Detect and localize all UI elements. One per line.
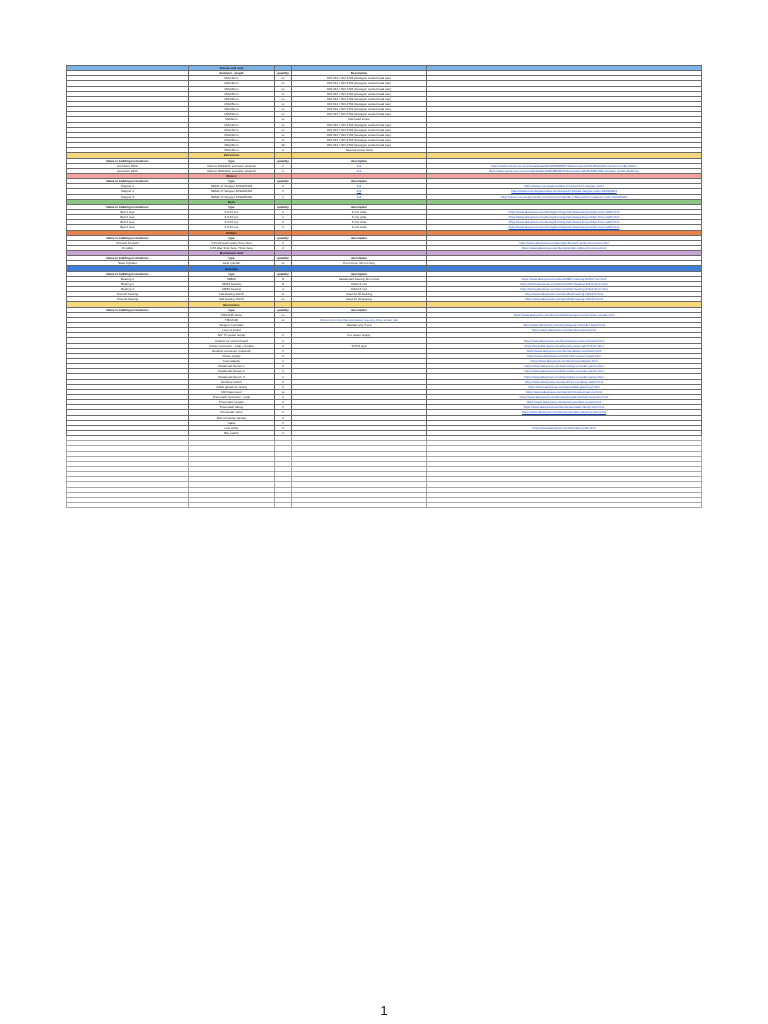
table-cell: 6 mm wide [292, 220, 427, 225]
table-cell: description [292, 307, 427, 312]
table-cell: 2 [275, 225, 292, 230]
purchase-link[interactable]: https://www.aliexpress.com/item/pneumatic-coupler.html [427, 400, 702, 405]
purchase-link[interactable]: https://www.aliexpress.com/item/cable-gland-pg7.html [427, 384, 702, 389]
empty-cell [189, 502, 275, 507]
table-cell: Name in building instructions [67, 271, 189, 276]
purchase-link[interactable]: https://www.aliexpress.com/item/cord-adapter.html [427, 359, 702, 364]
table-cell: Name in building instructions [67, 158, 189, 163]
purchase-link[interactable]: https://www.aliexpress.com/item/pneumatic-tubing-4mm.html [427, 405, 702, 410]
empty-row [67, 502, 702, 507]
table-cell: M3x40mm [189, 107, 275, 112]
table-cell: M3x20mm [189, 86, 275, 91]
table-cell: M3x10mm [189, 148, 275, 153]
table-cell: NEMA 17 Stepper 42SHD0404 [189, 194, 275, 199]
purchase-link[interactable]: https://www.aliexpress.com/item/dc-power-jack-5-5mm.html [427, 343, 702, 348]
table-cell: Tapered screw head [292, 148, 427, 153]
table-cell: type [189, 179, 275, 184]
table-cell: xx [275, 117, 292, 122]
table-cell: quantity [275, 271, 292, 276]
description-link[interactable]: Drivers from the links are tested, use any other at own risk [292, 317, 427, 322]
table-cell: DIN 912 / ISO 4762 (Hexagon socket head cap) [292, 107, 427, 112]
table-cell: 2 [275, 430, 292, 435]
table-cell: 6 mm wide [292, 215, 427, 220]
table-cell: 2 [275, 374, 292, 379]
table-cell: For power supply [292, 333, 427, 338]
table-cell: M4x20mm [189, 132, 275, 137]
table-cell: 4 [275, 287, 292, 292]
purchase-link[interactable]: https://www.aliexpress.com/item/ball-bearing-10x15x4.html [427, 292, 702, 297]
table-cell: Stepper 3 [67, 194, 189, 199]
table-cell: Stepper Controller [189, 323, 275, 328]
table-cell: Mechanical stuff [189, 251, 275, 256]
table-cell: Motors [189, 173, 275, 178]
table-cell: 2 [275, 410, 292, 415]
purchase-link[interactable]: https://www.aliexpress.com/item/line-cutter.html [427, 425, 702, 430]
table-cell: 2 [275, 240, 292, 245]
table-cell: Pneumatic connector - male [189, 395, 275, 400]
table-cell: Bearings [189, 266, 275, 271]
table-cell: 6 GT2 xxx [189, 220, 275, 225]
table-cell: DIN 912 / ISO 4762 (Hexagon socket head cap) [292, 81, 427, 86]
table-cell: DIN 912 / ISO 4762 (Hexagon socket head cap) [292, 122, 427, 127]
table-cell: Stepper 1 [67, 184, 189, 189]
table-cell: NEMA 17 Stepper 42SHD0404 [189, 184, 275, 189]
table-cell: 6 GT2 xxx [189, 225, 275, 230]
table-cell: Bus connector female [189, 415, 275, 420]
table-cell: quantity [275, 256, 292, 261]
table-cell: 20 [275, 143, 292, 148]
table-cell: xx [275, 91, 292, 96]
table-cell: DIN 912 / ISO 4762 (Hexagon socket head cap) [292, 137, 427, 142]
table-cell: 2 [275, 415, 292, 420]
table-cell: Bearing 2 [67, 281, 189, 286]
table-cell: IF pulley [67, 245, 189, 250]
table-cell: Belt 4 loop [67, 225, 189, 230]
table-cell: DIN 912 / ISO 4762 (Hexagon socket head cap) [292, 101, 427, 106]
description-link[interactable]: link [292, 189, 427, 194]
table-cell: Steel Cylinder [67, 261, 189, 266]
table-cell: quantity [275, 158, 292, 163]
table-cell: M3x6mm [189, 117, 275, 122]
table-cell: Bus switch [189, 430, 275, 435]
table-cell: 2 [275, 148, 292, 153]
table-cell: Smooth bearing [67, 292, 189, 297]
table-cell: ball bearing 10x15 [189, 297, 275, 302]
table-cell: ball bearing 10x15 [189, 292, 275, 297]
table-cell: Belt 1 loop [67, 209, 189, 214]
purchase-link[interactable]: https://www.aliexpress.com/item/mr63zz-bearing-3x6x2-5mm.html [427, 281, 702, 286]
purchase-link[interactable]: https://www.aliexpress.com/item/608zz-bearing-8x22x7mm.html [427, 276, 702, 281]
table-cell: M3x25mm [189, 91, 275, 96]
table-cell: Bearing 3 [67, 287, 189, 292]
table-cell: M5x25mm [189, 143, 275, 148]
table-cell: xx [275, 312, 292, 317]
table-cell: Electronics [189, 302, 275, 307]
purchase-link[interactable]: https://www.aliexpress.com/item/12v-power-supply.html [427, 353, 702, 358]
purchase-link[interactable]: https://www.aliexpress.com/item/micro-endstop-switch.html [427, 379, 702, 384]
table-cell: Screws and nuts [189, 66, 275, 71]
table-cell: quantity [275, 204, 292, 209]
table-cell: 2 [275, 359, 292, 364]
purchase-link[interactable]: https://www.aliexpress.com/item/gt2-timing-belt-closed-loop-rubber-6mm-width.html [427, 209, 702, 214]
table-cell: xx [275, 81, 292, 86]
purchase-link[interactable]: https://www.aliexpress.com/item/m3-brass-insert-nut.html [427, 389, 702, 394]
table-cell: 6 GT2 xxx [189, 209, 275, 214]
table-cell: type [189, 158, 275, 163]
purchase-link[interactable]: https://www.aliexpress.com/item/stepper-controller-board.html [427, 323, 702, 328]
table-cell: M3x30mm [189, 96, 275, 101]
table-cell: xx [275, 132, 292, 137]
table-cell: xx [275, 137, 292, 142]
purchase-link[interactable]: https://www.aliexpress.com/item/pneumatic-push-fit-connector.html [427, 395, 702, 400]
purchase-link[interactable]: https://www.omc-stepperonline.com/nema-17-bipolar-1-8deg-26ncm-stepper-motor-42shd0404 [427, 194, 702, 199]
table-cell: type [189, 256, 275, 261]
table-cell: Skateboard bearing 8mm bore [292, 276, 427, 281]
table-cell: Belts [189, 199, 275, 204]
table-cell: 20 teeth 10 teeth [67, 240, 189, 245]
table-cell: Lens of board [189, 328, 275, 333]
table-cell: 2 [275, 348, 292, 353]
table-cell: steel cylinder [189, 261, 275, 266]
table-cell: M4x16mm [189, 127, 275, 132]
table-cell: TMC2130 driver [189, 312, 275, 317]
table-cell: xx [275, 76, 292, 81]
table-cell: 2 [275, 333, 292, 338]
table-cell: Bearing 1 [67, 276, 189, 281]
table-cell: M4x25mm [189, 137, 275, 142]
table-cell: GT2 20 teeth pulley 5mm bore [189, 240, 275, 245]
table-cell: NEMA 17 Stepper 42SHD0404 [189, 189, 275, 194]
purchase-link[interactable]: https://www.aliexpress.com/item/tmc2130-stepper-motor-driver-module.html [427, 312, 702, 317]
table-cell: Pneumatic tubing [189, 405, 275, 410]
table-cell: Pneumatic coupler [189, 400, 275, 405]
purchase-link[interactable]: https://www.aliexpress.com/item/rotary-encoder-sensor.html [427, 364, 702, 369]
empty-cell [275, 502, 292, 507]
table-cell: 2 [275, 163, 292, 168]
empty-cell [292, 502, 427, 507]
table-cell: 3x6x2.5 mm [292, 281, 427, 286]
table-cell: quantity [275, 235, 292, 240]
table-cell: 12V 7V power supply [189, 333, 275, 338]
table-cell: 6 mm wide [292, 225, 427, 230]
table-cell: 2 [275, 220, 292, 225]
purchase-link[interactable]: https://www.aliexpress.com/item/ball-bearing-10x15x4.html [427, 297, 702, 302]
table-cell: 2 [275, 400, 292, 405]
table-cell: Rotational Sensor 2 [189, 369, 275, 374]
table-cell: Name in building instructions [67, 235, 189, 240]
table-cell: 2 [275, 245, 292, 250]
table-cell: Description [292, 71, 427, 76]
purchase-link[interactable]: https://www.aliexpress.com/item/mr63zz-bearing-3x6x2-5mm.html [427, 287, 702, 292]
table-cell: Needed only if you [292, 323, 427, 328]
table-cell: Name in building instructions [67, 256, 189, 261]
table-cell: MR63 bearing [189, 281, 275, 286]
table-cell: 3x6x2.5 mm [292, 287, 427, 292]
table-cell: 6 GT2 xxx [189, 215, 275, 220]
table-cell: TMC2130 [189, 317, 275, 322]
table-cell: Flat head screw [292, 117, 427, 122]
table-cell: Misumi 2020 ECL extrusion (slotted) [189, 163, 275, 168]
table-cell: 2 [275, 343, 292, 348]
table-cell: 2 [275, 384, 292, 389]
table-cell: 8 mm bore, 30 mm long [292, 261, 427, 266]
table-cell: 2 [275, 395, 292, 400]
table-cell: 2 [275, 379, 292, 384]
table-cell: DIN 912 / ISO 4762 (Hexagon socket head cap) [292, 112, 427, 117]
table-cell: Extrusion 2020 [67, 163, 189, 168]
table-cell: Name in building instructions [67, 204, 189, 209]
table-cell: Power connector - male + female [189, 343, 275, 348]
table-cell: description [292, 235, 427, 240]
table-cell: M3x50mm [189, 112, 275, 117]
table-cell: 2 [275, 353, 292, 358]
table-cell: 2 [275, 369, 292, 374]
table-cell: Used for tilt bearing [292, 292, 427, 297]
table-cell: 2 [275, 364, 292, 369]
table-cell: quantity [275, 307, 292, 312]
purchase-link[interactable]: https://www.aliexpress.com/item/gt2-20-teeth-pulley-5mm-bore.html [427, 240, 702, 245]
table-cell: xx [275, 107, 292, 112]
table-cell: Line cutter [189, 425, 275, 430]
table-cell: 2 [275, 420, 292, 425]
table-cell: type [189, 271, 275, 276]
table-cell: 2 [275, 405, 292, 410]
table-cell: M3 brass insert [189, 389, 275, 394]
table-cell: DIN 912 / ISO 4762 (Hexagon socket head cap) [292, 127, 427, 132]
description-link[interactable]: link [292, 163, 427, 168]
purchase-link[interactable]: https://www.aliexpress.com/item/gt2-timing-belt-closed-loop-rubber-6mm-width.html [427, 220, 702, 225]
table-cell: Rotational Sensor 3 [189, 374, 275, 379]
table-cell: quantity [275, 71, 292, 76]
table-cell: 8 [275, 276, 292, 281]
table-cell: xx [275, 122, 292, 127]
purchase-link[interactable]: https://www.omc-stepperonline.com/nema-17-bipolar-stepper-motor-42shd0404 [427, 189, 702, 194]
table-cell: Pneumatic valve [189, 410, 275, 415]
table-cell: xx [275, 127, 292, 132]
table-cell: description [292, 158, 427, 163]
table-cell: Stepper 2 [67, 189, 189, 194]
table-cell: 2 [275, 209, 292, 214]
table-cell: MR63 bearing [189, 287, 275, 292]
table-cell: description [292, 271, 427, 276]
table-cell: Cable glands for wiring [189, 384, 275, 389]
table-cell: M3x35mm [189, 101, 275, 106]
purchase-link[interactable]: https://www.aliexpress.com/item/endstop-connector.html [427, 348, 702, 353]
spreadsheet-page [66, 65, 702, 508]
table-cell: type [189, 307, 275, 312]
table-cell: Extrusion 2040 [67, 168, 189, 173]
table-cell: type [189, 235, 275, 240]
table-cell: Cable [189, 420, 275, 425]
purchase-link[interactable]: https://www.aliexpress.com/item/rotary-encoder-sensor.html [427, 374, 702, 379]
table-cell: DIN 912 / ISO 4762 (Hexagon socket head cap) [292, 76, 427, 81]
table-cell: diameter - length [189, 71, 275, 76]
purchase-link[interactable]: https://www.aliexpress.com/item/lens-board.html [427, 328, 702, 333]
table-cell: Belt 3 loop [67, 220, 189, 225]
table-cell: Used for tilt bearing [292, 297, 427, 302]
bill-of-materials-table [66, 65, 702, 508]
table-cell: 6 mm wide [292, 209, 427, 214]
table-cell: description [292, 256, 427, 261]
purchase-link[interactable]: https://www.aliexpress.com/item/arduino-nano-v3-board.html [427, 338, 702, 343]
purchase-link[interactable]: https://www.misumi-ec.com/vona2/detail/110302686450/?HissuCode=HFS5-2040-300 extrusion profile 20x40mm [427, 168, 702, 173]
table-cell: M3x12mm [189, 76, 275, 81]
table-cell: 2 [275, 184, 292, 189]
empty-cell [67, 502, 189, 507]
table-cell: 1 [275, 194, 292, 199]
table-cell: Endstop connector (optional) [189, 348, 275, 353]
table-cell: xx [275, 389, 292, 394]
table-cell: DIN 912 / ISO 4762 (Hexagon socket head cap) [292, 132, 427, 137]
table-cell: description [292, 179, 427, 184]
table-cell: type [189, 204, 275, 209]
table-cell: Name in building instructions [67, 179, 189, 184]
table-cell: Rotational Sensor 1 [189, 364, 275, 369]
table-cell: xx [275, 112, 292, 117]
purchase-link[interactable]: https://www.misumi-ec.com/vona2/detail/110302683830/?HissuCode=HFS5-2020-300 extrusion profile 20mm [427, 163, 702, 168]
purchase-link[interactable]: https://www.aliexpress.com/item/gt2-idler-pulley-3mm-bore.html [427, 245, 702, 250]
empty-cell [427, 502, 702, 507]
table-cell: Power supply [189, 353, 275, 358]
table-cell: xx [275, 101, 292, 106]
table-cell: 8 [275, 281, 292, 286]
table-cell: 2 [275, 168, 292, 173]
page-number: 1 [380, 1003, 388, 1018]
purchase-link[interactable]: https://www.aliexpress.com/item/gt2-timing-belt-closed-loop-rubber-6mm-width.html [427, 215, 702, 220]
table-cell: Name in building instructions [67, 307, 189, 312]
purchase-link[interactable]: https://www.omc-stepperonline.com/nema-17-stepper-motor [427, 184, 702, 189]
table-cell: DIN 912 / ISO 4762 (Hexagon socket head cap) [292, 96, 427, 101]
table-cell: Cord adapter [189, 359, 275, 364]
table-cell: Smooth bearing [67, 297, 189, 302]
table-cell: 2 [275, 425, 292, 430]
table-cell: 2 [275, 189, 292, 194]
description-link[interactable]: link [292, 194, 427, 199]
table-cell: description [292, 204, 427, 209]
table-cell: DC5.5 jack [292, 343, 427, 348]
table-body [67, 66, 702, 508]
purchase-link[interactable]: https://www.aliexpress.com/item/pneumatic-solenoid-valve.html [427, 410, 702, 415]
table-cell: 2 [275, 338, 292, 343]
description-link[interactable]: link [292, 184, 427, 189]
table-cell: M3x16mm [189, 81, 275, 86]
purchase-link[interactable]: https://www.aliexpress.com/item/rotary-encoder-sensor.html [427, 369, 702, 374]
table-cell: Misumi 2040 ECL extrusion (slotted) [189, 168, 275, 173]
table-cell: xx [275, 96, 292, 101]
table-cell: DIN 912 / ISO 4762 (Hexagon socket head cap) [292, 91, 427, 96]
table-cell: GT2 idler 3mm bore / 5mm bore [189, 245, 275, 250]
table-cell: DIN 912 / ISO 4762 (Hexagon socket head cap) [292, 143, 427, 148]
table-cell: xx [275, 261, 292, 266]
table-cell: DIN 912 / ISO 4762 (Hexagon socket head cap) [292, 86, 427, 91]
purchase-link[interactable]: https://www.aliexpress.com/item/gt2-timing-belt-closed-loop-rubber-6mm-width.html [427, 225, 702, 230]
table-cell: M4x10mm [189, 122, 275, 127]
table-cell: xx [275, 292, 292, 297]
table-cell: xx [275, 297, 292, 302]
table-cell: Arduino for control board [189, 338, 275, 343]
table-cell: Pulleys [189, 230, 275, 235]
table-cell: Belt 2 loop [67, 215, 189, 220]
table-cell: Extrusions [189, 153, 275, 158]
table-cell: xx [275, 86, 292, 91]
description-link[interactable]: link [292, 168, 427, 173]
table-cell: xx [275, 317, 292, 322]
table-cell: Endstop switch [189, 379, 275, 384]
table-cell: quantity [275, 179, 292, 184]
table-cell: 2 [275, 215, 292, 220]
table-cell: 608ZZ [189, 276, 275, 281]
